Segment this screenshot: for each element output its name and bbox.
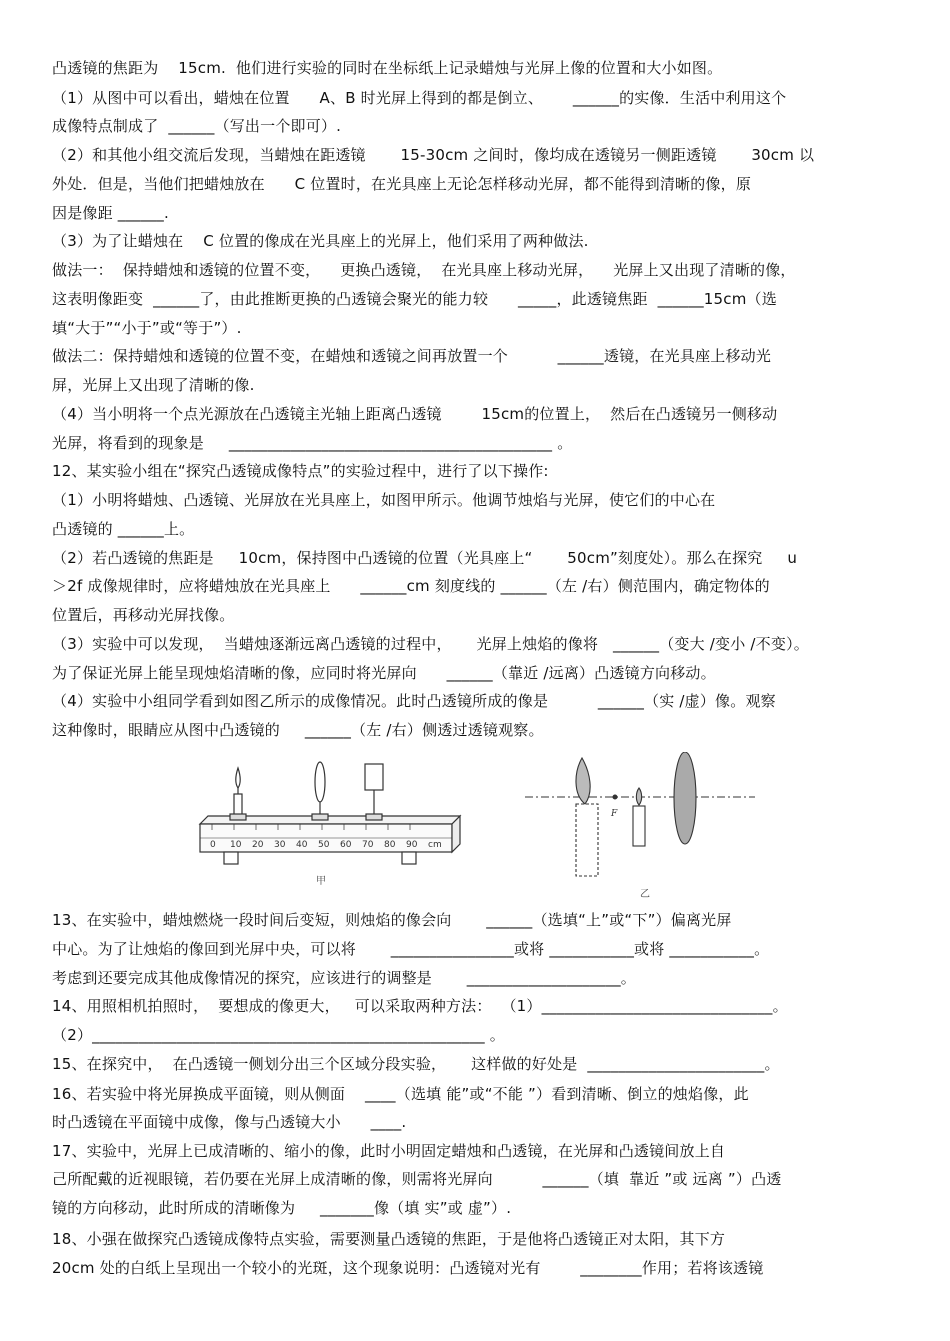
- text-line: （4）实验中小组同学看到如图乙所示的成像情况。此时凸透镜所成的像是 ______（实 /虚）像。观察: [52, 692, 776, 710]
- text-line: （1）小明将蜡烛、凸透镜、光屏放在光具座上，如图甲所示。他调节烛焰与光屏，使它们的中心在: [52, 491, 716, 509]
- text-line: ＞2f 成像规律时，应将蜡烛放在光具座上 ______cm 刻度线的 ______（左 /右）侧范围内，确定物体的: [52, 577, 770, 595]
- text-line: 位置后，再移动光屏找像。: [52, 606, 235, 624]
- figure-yi-diagram: [525, 752, 755, 876]
- text-line: 光屏，将看到的现象是 __________________________________________ 。: [52, 434, 573, 452]
- text-line: 18、小强在做探究凸透镜成像特点实验，需要测量凸透镜的焦距，于是他将凸透镜正对太阳，其下方: [52, 1230, 726, 1248]
- text-line: 填“大于”“小于”或“等于”）.: [52, 319, 242, 337]
- text-line: （1）从图中可以看出，蜡烛在位置 A、B 时光屏上得到的都是倒立、 ______的实像．生活中利用这个: [52, 89, 787, 107]
- figure-jia-caption: 甲: [316, 876, 326, 887]
- text-line: （4）当小明将一个点光源放在凸透镜主光轴上距离凸透镜 15cm的位置上， 然后在凸透镜另一侧移动: [52, 405, 778, 423]
- text-line: 这表明像距变 ______了，由此推断更换的凸透镜会聚光的能力较 _____，此透镜焦距 ______15cm（选: [52, 290, 777, 308]
- tick-label: 70: [362, 840, 374, 850]
- text-line: 外处．但是，当他们把蜡烛放在 C 位置时，在光具座上无论怎样移动光屏，都不能得到清晰的像，原: [52, 175, 752, 193]
- text-line: 14、用照相机拍照时， 要想成的像更大， 可以采取两种方法： （1）______________________________。: [52, 997, 788, 1015]
- tick-label: 10: [230, 840, 242, 850]
- tick-label: 90: [406, 840, 418, 850]
- focal-point-label: F: [611, 809, 618, 819]
- tick-label: cm: [428, 840, 442, 850]
- tick-label: 20: [252, 840, 264, 850]
- text-line: 中心。为了让烛焰的像回到光屏中央，可以将 ________________或将 ___________或将 ___________。: [52, 940, 770, 958]
- text-line: 做法二：保持蜡烛和透镜的位置不变，在蜡烛和透镜之间再放置一个 ______透镜，在光具座上移动光: [52, 347, 772, 365]
- text-line: （2）和其他小组交流后发现，当蜡烛在距透镜 15-30cm 之间时，像均成在透镜另一侧距透镜 30cm 以: [52, 146, 815, 164]
- figure-svg: [190, 752, 758, 902]
- text-line: 凸透镜的焦距为 15cm. 他们进行实验的同时在坐标纸上记录蜡烛与光屏上像的位置和大小如图。: [52, 59, 723, 77]
- text-line: 时凸透镜在平面镜中成像，像与凸透镜大小 ____.: [52, 1113, 407, 1131]
- text-line: 镜的方向移动，此时所成的清晰像为 _______像（填 实”或 虚”）.: [52, 1199, 512, 1217]
- text-line: （3）实验中可以发现， 当蜡烛逐渐远离凸透镜的过程中， 光屏上烛焰的像将 ______（变大 /变小 /不变）。: [52, 635, 809, 653]
- figure-yi-caption: 乙: [640, 889, 650, 900]
- text-line: （2）若凸透镜的焦距是 10cm，保持图中凸透镜的位置（光具座上“ 50cm”刻度处）。那么在探究 u: [52, 549, 798, 567]
- text-line: （3）为了让蜡烛在 C 位置的像成在光具座上的光屏上，他们采用了两种做法.: [52, 232, 589, 250]
- tick-label: 50: [318, 840, 330, 850]
- text-line: （2）___________________________________________________ 。: [52, 1026, 506, 1044]
- text-line: 20cm 处的白纸上呈现出一个较小的光斑，这个现象说明：凸透镜对光有 ________作用；若将该透镜: [52, 1259, 764, 1277]
- tick-label: 40: [296, 840, 308, 850]
- text-line: 己所配戴的近视眼镜，若仍要在光屏上成清晰的像，则需将光屏向 ______（填 靠近 ”或 远离 ”）凸透: [52, 1170, 782, 1188]
- figures: [190, 752, 758, 902]
- text-line: 12、某实验小组在“探究凸透镜成像特点”的实验过程中，进行了以下操作:: [52, 462, 549, 480]
- text-line: 16、若实验中将光屏换成平面镜，则从侧面 ____（选填 能”或“不能 ”）看到清晰、倒立的烛焰像，此: [52, 1085, 749, 1103]
- tick-label: 80: [384, 840, 396, 850]
- text-line: 为了保证光屏上能呈现烛焰清晰的像，应同时将光屏向 ______（靠近 /远离）凸透镜方向移动。: [52, 664, 716, 682]
- text-line: 因是像距 ______.: [52, 204, 169, 222]
- text-line: 考虑到还要完成其他成像情况的探究，应该进行的调整是 ____________________。: [52, 969, 636, 987]
- tick-label: 30: [274, 840, 286, 850]
- text-line: 成像特点制成了 ______（写出一个即可）.: [52, 117, 342, 135]
- text-line: 凸透镜的 ______上。: [52, 520, 195, 538]
- text-line: 13、在实验中，蜡烛燃烧一段时间后变短，则烛焰的像会向 ______（选填“上”或“下”）偏离光屏: [52, 911, 732, 929]
- text-line: 15、在探究中， 在凸透镜一侧划分出三个区域分段实验， 这样做的好处是 _______________________。: [52, 1055, 780, 1073]
- tick-label: 60: [340, 840, 352, 850]
- text-line: 这种像时，眼睛应从图中凸透镜的 ______（左 /右）侧透过透镜观察。: [52, 721, 544, 739]
- text-line: 17、实验中，光屏上已成清晰的、缩小的像，此时小明固定蜡烛和凸透镜，在光屏和凸透镜间放上自: [52, 1142, 726, 1160]
- text-line: 屏，光屏上又出现了清晰的像.: [52, 376, 255, 394]
- tick-label: 0: [210, 840, 216, 850]
- text-line: 做法一： 保持蜡烛和透镜的位置不变， 更换凸透镜， 在光具座上移动光屏， 光屏上又出现了清晰的像，: [52, 261, 796, 279]
